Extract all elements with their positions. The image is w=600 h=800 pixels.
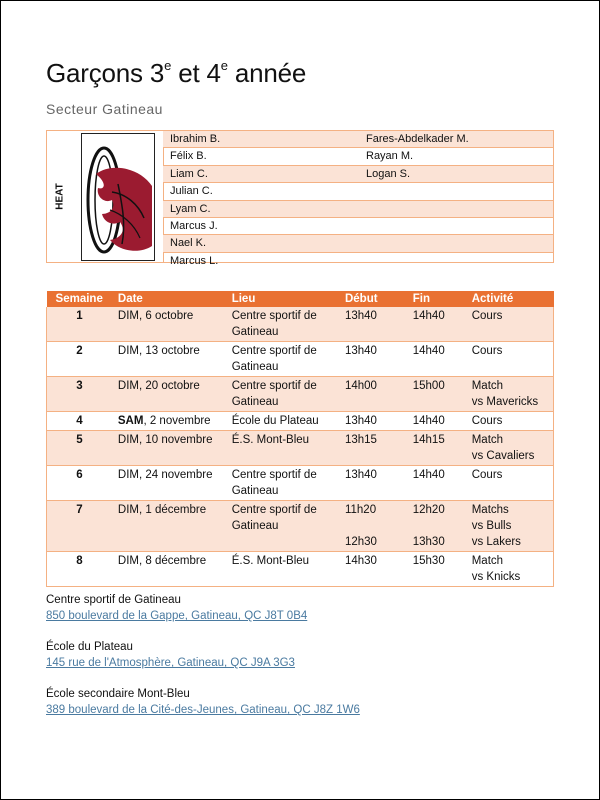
player-name: Ibrahim B. (170, 133, 221, 145)
cell-line: Match (471, 555, 504, 567)
cell-line: 13h40 (344, 310, 377, 322)
day-of-week: DIM (117, 434, 139, 446)
player-name: Félix B. (170, 150, 207, 163)
roster-row (163, 166, 553, 183)
cell-line: Match (471, 434, 504, 446)
cell-line: Centre sportif de (231, 504, 317, 516)
location-cell (226, 377, 339, 412)
activity-cell (466, 412, 554, 431)
page-subtitle: Secteur Gatineau (46, 101, 163, 117)
cell-line: 14h40 (412, 415, 445, 427)
end-time-cell (407, 501, 466, 552)
cell-line: Cours (471, 415, 503, 427)
week-number: 6 (47, 466, 112, 501)
cell-line: Gatineau (231, 361, 279, 373)
cell-line: 11h20 (344, 504, 377, 516)
start-time-cell (339, 342, 407, 377)
cell-line: 14h40 (412, 345, 445, 357)
cell-line: 15h00 (412, 380, 445, 392)
cell-line: É.S. Mont-Bleu (231, 555, 310, 567)
date-text: , 2 novembre (143, 415, 211, 427)
cell-line: vs Knicks (471, 571, 521, 583)
roster-row (163, 131, 553, 148)
start-time-cell (339, 552, 407, 587)
date-text: , 6 octobre (138, 310, 194, 322)
activity-cell (466, 342, 554, 377)
schedule-table (46, 291, 554, 587)
cell-line: 14h15 (412, 434, 445, 446)
cell-line: 14h00 (344, 380, 377, 392)
date-cell (112, 307, 226, 342)
schedule-row (47, 552, 554, 587)
player-name: Nael K. (170, 237, 207, 250)
cell-line: Gatineau (231, 485, 279, 497)
week-number: 1 (47, 307, 112, 342)
location-cell (226, 466, 339, 501)
day-of-week: SAM (117, 415, 144, 427)
cell-line: vs Cavaliers (471, 450, 535, 462)
cell-line: Centre sportif de (231, 380, 317, 392)
cell-line: Centre sportif de (231, 469, 317, 481)
cell-line (345, 518, 407, 534)
start-time-cell (339, 501, 407, 552)
column-header: Date (112, 291, 226, 307)
roster-rows (163, 131, 553, 269)
schedule-row (47, 377, 554, 412)
player-name: Lyam C. (170, 202, 211, 215)
cell-line: vs Mavericks (471, 396, 539, 408)
cell-line: 13h40 (344, 469, 377, 481)
schedule-body (47, 307, 554, 587)
week-number: 5 (47, 431, 112, 466)
start-time-cell (339, 412, 407, 431)
location-cell (226, 552, 339, 587)
player-name: Logan S. (366, 167, 411, 180)
cell-line: vs Lakers (471, 536, 521, 548)
venue-address-link[interactable]: 389 boulevard de la Cité-des-Jeunes, Gatineau, QC J8Z 1W6 (46, 704, 360, 716)
cell-line: Gatineau (231, 396, 279, 408)
column-header: Semaine (47, 291, 112, 307)
activity-cell (466, 501, 554, 552)
date-cell (112, 466, 226, 501)
start-time-cell (339, 466, 407, 501)
schedule-row (47, 466, 554, 501)
end-time-cell (407, 377, 466, 412)
cell-line: 13h40 (344, 415, 377, 427)
cell-line: 14h40 (412, 469, 445, 481)
column-header: Activité (466, 291, 554, 307)
week-number: 4 (47, 412, 112, 431)
cell-line: 14h40 (412, 310, 445, 322)
team-cell (47, 131, 164, 262)
player-name: Fares-Abdelkader M. (366, 133, 469, 145)
column-header: Fin (407, 291, 466, 307)
schedule-row (47, 501, 554, 552)
date-cell (112, 431, 226, 466)
player-name: Marcus L. (170, 254, 219, 267)
activity-cell (466, 307, 554, 342)
date-cell (112, 342, 226, 377)
day-of-week: DIM (117, 310, 139, 322)
page-title: Garçons 3e et 4e année (46, 58, 307, 88)
venue-name: École secondaire Mont-Bleu (46, 688, 190, 700)
cell-line: É.S. Mont-Bleu (231, 434, 310, 446)
address-block (46, 686, 360, 718)
cell-line: 13h30 (412, 536, 445, 548)
cell-line: 12h30 (344, 536, 377, 548)
cell-line: 13h15 (344, 434, 377, 446)
date-text: , 8 décembre (138, 555, 207, 567)
date-cell (112, 412, 226, 431)
week-number: 3 (47, 377, 112, 412)
date-text: , 24 novembre (138, 469, 213, 481)
address-block (46, 592, 360, 624)
day-of-week: DIM (117, 555, 139, 567)
player-name (366, 201, 553, 217)
cell-line: Centre sportif de (231, 345, 317, 357)
cell-line (413, 518, 466, 534)
team-name: HEAT (54, 183, 66, 210)
schedule-header-row (47, 291, 554, 307)
cell-line: Cours (471, 469, 503, 481)
schedule-row (47, 307, 554, 342)
column-header: Début (339, 291, 407, 307)
roster-row (163, 201, 553, 218)
roster-row (163, 183, 553, 200)
date-cell (112, 552, 226, 587)
end-time-cell (407, 431, 466, 466)
cell-line: Gatineau (231, 520, 279, 532)
column-header: Lieu (226, 291, 339, 307)
cell-line: 14h30 (344, 555, 377, 567)
player-name (366, 218, 553, 234)
date-text: , 13 octobre (138, 345, 200, 357)
date-cell (112, 501, 226, 552)
activity-cell (466, 466, 554, 501)
roster-row (163, 253, 553, 269)
end-time-cell (407, 466, 466, 501)
address-list (46, 592, 360, 733)
roster-table (46, 130, 554, 267)
player-name: Rayan M. (366, 150, 414, 163)
location-cell (226, 307, 339, 342)
day-of-week: DIM (117, 469, 139, 481)
cell-line: 15h30 (412, 555, 445, 567)
end-time-cell (407, 412, 466, 431)
player-name: Liam C. (170, 167, 208, 180)
cell-line: Cours (471, 310, 503, 322)
player-name: Julian C. (170, 185, 213, 198)
cell-line: École du Plateau (231, 415, 319, 427)
address-block (46, 639, 360, 671)
schedule-row (47, 412, 554, 431)
venue-address-link[interactable]: 145 rue de l'Atmosphère, Gatineau, QC J9A 3G3 (46, 657, 295, 669)
cell-line: Gatineau (231, 326, 279, 338)
location-cell (226, 412, 339, 431)
date-text: , 1 décembre (138, 504, 207, 516)
start-time-cell (339, 377, 407, 412)
cell-line: Centre sportif de (231, 310, 317, 322)
start-time-cell (339, 307, 407, 342)
venue-address-link[interactable]: 850 boulevard de la Gappe, Gatineau, QC J8T 0B4 (46, 610, 308, 622)
roster-row (163, 235, 553, 252)
date-text: , 20 octobre (138, 380, 200, 392)
venue-name: École du Plateau (46, 641, 133, 653)
end-time-cell (407, 307, 466, 342)
cell-line: vs Bulls (471, 520, 512, 532)
cell-line: Matchs (471, 504, 509, 516)
location-cell (226, 431, 339, 466)
cell-line: 13h40 (344, 345, 377, 357)
date-cell (112, 377, 226, 412)
player-name (366, 235, 553, 251)
location-cell (226, 501, 339, 552)
activity-cell (466, 552, 554, 587)
schedule-row (47, 342, 554, 377)
player-name: Marcus J. (170, 219, 218, 232)
schedule-row (47, 431, 554, 466)
day-of-week: DIM (117, 504, 139, 516)
week-number: 2 (47, 342, 112, 377)
week-number: 8 (47, 552, 112, 587)
date-text: , 10 novembre (138, 434, 213, 446)
miami-heat-logo-icon (81, 133, 155, 261)
day-of-week: DIM (117, 380, 139, 392)
roster-row (163, 148, 553, 165)
cell-line: 12h20 (412, 504, 445, 516)
week-number: 7 (47, 501, 112, 552)
cell-line: Match (471, 380, 504, 392)
location-cell (226, 342, 339, 377)
start-time-cell (339, 431, 407, 466)
end-time-cell (407, 342, 466, 377)
day-of-week: DIM (117, 345, 139, 357)
cell-line: Cours (471, 345, 503, 357)
activity-cell (466, 377, 554, 412)
end-time-cell (407, 552, 466, 587)
roster-row (163, 218, 553, 235)
activity-cell (466, 431, 554, 466)
venue-name: Centre sportif de Gatineau (46, 594, 181, 606)
player-name (366, 253, 553, 269)
player-name (366, 183, 553, 199)
